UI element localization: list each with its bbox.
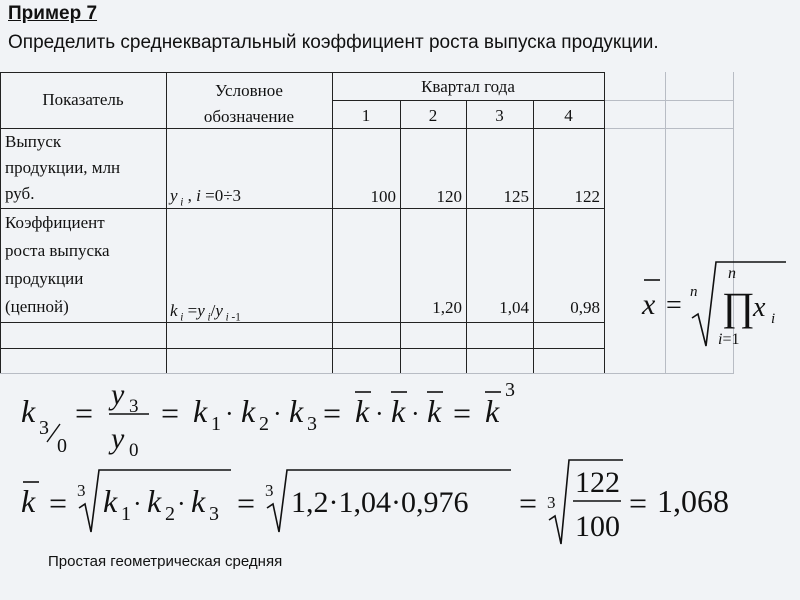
header-quarter-4: 4 bbox=[564, 106, 573, 125]
row-output-label-line3: руб. bbox=[5, 184, 35, 203]
svg-text:·: · bbox=[133, 489, 142, 518]
header-quarter-2: 2 bbox=[428, 106, 438, 125]
svg-text:=: = bbox=[453, 395, 472, 431]
task-statement: Определить среднеквартальный коэффициент роста выпуска продукции. bbox=[8, 32, 659, 53]
geometric-mean-formula bbox=[636, 256, 796, 352]
fraction-denominator: 100 bbox=[575, 510, 620, 543]
svg-text:y: y bbox=[111, 378, 125, 411]
row-growth-q2: 1,20 bbox=[432, 298, 462, 317]
row-output-label-line2: продукции, млн bbox=[5, 158, 121, 177]
svg-text:k: k bbox=[391, 393, 406, 429]
row-output-q2: 120 bbox=[436, 187, 462, 206]
svg-text:k: k bbox=[241, 393, 256, 429]
svg-text:0: 0 bbox=[57, 435, 67, 457]
example-title: Пример 7 bbox=[8, 3, 98, 24]
svg-text:=: = bbox=[629, 485, 648, 521]
row-growth-q4: 0,98 bbox=[570, 298, 600, 317]
header-quarter: Квартал года bbox=[421, 77, 515, 96]
row-growth-label-line1: Коэффициент bbox=[5, 213, 105, 232]
svg-text:k: k bbox=[355, 393, 370, 429]
header-quarter-1: 1 bbox=[361, 106, 371, 125]
svg-text:3: 3 bbox=[307, 413, 317, 435]
svg-text:1: 1 bbox=[211, 413, 221, 435]
svg-text:x: x bbox=[753, 292, 766, 323]
row-output-label-line1: Выпуск bbox=[5, 132, 62, 151]
svg-text:1: 1 bbox=[121, 503, 131, 525]
svg-text:3: 3 bbox=[265, 481, 274, 500]
svg-text:=: = bbox=[237, 485, 256, 521]
svg-text:3: 3 bbox=[129, 396, 139, 417]
svg-text:=: = bbox=[666, 290, 682, 321]
svg-text:k: k bbox=[191, 483, 206, 519]
svg-text:2: 2 bbox=[165, 503, 175, 525]
mean-growth-formula bbox=[15, 456, 775, 548]
svg-text:k: k bbox=[485, 393, 500, 429]
svg-text:∏: ∏ bbox=[722, 284, 755, 329]
svg-text:·: · bbox=[273, 399, 282, 428]
row-output-notation: y $_i$ , i =0÷3 bbox=[170, 186, 242, 209]
svg-text:=: = bbox=[519, 485, 538, 521]
svg-text:3: 3 bbox=[505, 379, 515, 401]
header-quarter-3: 3 bbox=[495, 106, 504, 125]
row-output-q3: 125 bbox=[503, 187, 529, 206]
growth-chain-formula bbox=[15, 372, 535, 464]
svg-text:k: k bbox=[193, 393, 208, 429]
svg-text:·: · bbox=[225, 399, 234, 428]
svg-text:=: = bbox=[75, 395, 94, 431]
svg-text:n: n bbox=[728, 265, 736, 282]
formula-result: 1,068 bbox=[657, 483, 729, 519]
svg-text:i: i bbox=[771, 311, 776, 327]
row-growth-q3: 1,04 bbox=[499, 298, 529, 317]
header-notation bbox=[166, 78, 332, 130]
svg-text:·: · bbox=[177, 489, 186, 518]
fraction-numerator: 122 bbox=[575, 466, 620, 499]
row-growth-label bbox=[5, 209, 110, 321]
svg-text:k: k bbox=[103, 483, 118, 519]
svg-text:n: n bbox=[690, 284, 698, 300]
svg-text:k: k bbox=[21, 483, 36, 519]
svg-text:3: 3 bbox=[77, 481, 86, 500]
svg-text:k: k bbox=[21, 393, 36, 429]
product-values: 1,2·1,04·0,976 bbox=[291, 486, 469, 519]
header-notation-line1: Условное bbox=[215, 81, 283, 100]
svg-text:0: 0 bbox=[129, 440, 139, 461]
svg-text:2: 2 bbox=[259, 413, 269, 435]
svg-text:3: 3 bbox=[39, 417, 49, 439]
svg-text:=: = bbox=[49, 485, 68, 521]
row-output-q1: 100 bbox=[370, 187, 396, 206]
svg-text:3: 3 bbox=[209, 503, 219, 525]
footer-caption: Простая геометрическая средняя bbox=[48, 553, 283, 570]
svg-text:k: k bbox=[427, 393, 442, 429]
row-growth-label-line3: продукции bbox=[5, 269, 84, 288]
svg-text:=: = bbox=[161, 395, 180, 431]
row-output-label bbox=[5, 129, 120, 207]
svg-text:x: x bbox=[642, 288, 656, 321]
header-notation-line2: обозначение bbox=[203, 107, 295, 126]
row-growth-label-line2: роста выпуска bbox=[5, 241, 110, 260]
svg-text:3: 3 bbox=[547, 493, 556, 512]
svg-text:i=1: i=1 bbox=[718, 331, 740, 348]
row-growth-notation: k $_i$ =y $_i$/y $_{i -1}$ bbox=[170, 301, 241, 324]
svg-text:k: k bbox=[147, 483, 162, 519]
svg-text:y: y bbox=[111, 422, 125, 455]
svg-text:k: k bbox=[289, 393, 304, 429]
row-growth-label-line4: (цепной) bbox=[5, 297, 69, 316]
svg-text:=: = bbox=[323, 395, 342, 431]
header-indicator: Показатель bbox=[42, 90, 124, 109]
svg-text:·: · bbox=[411, 399, 420, 428]
row-output-q4: 122 bbox=[574, 187, 600, 206]
svg-text:·: · bbox=[375, 399, 384, 428]
